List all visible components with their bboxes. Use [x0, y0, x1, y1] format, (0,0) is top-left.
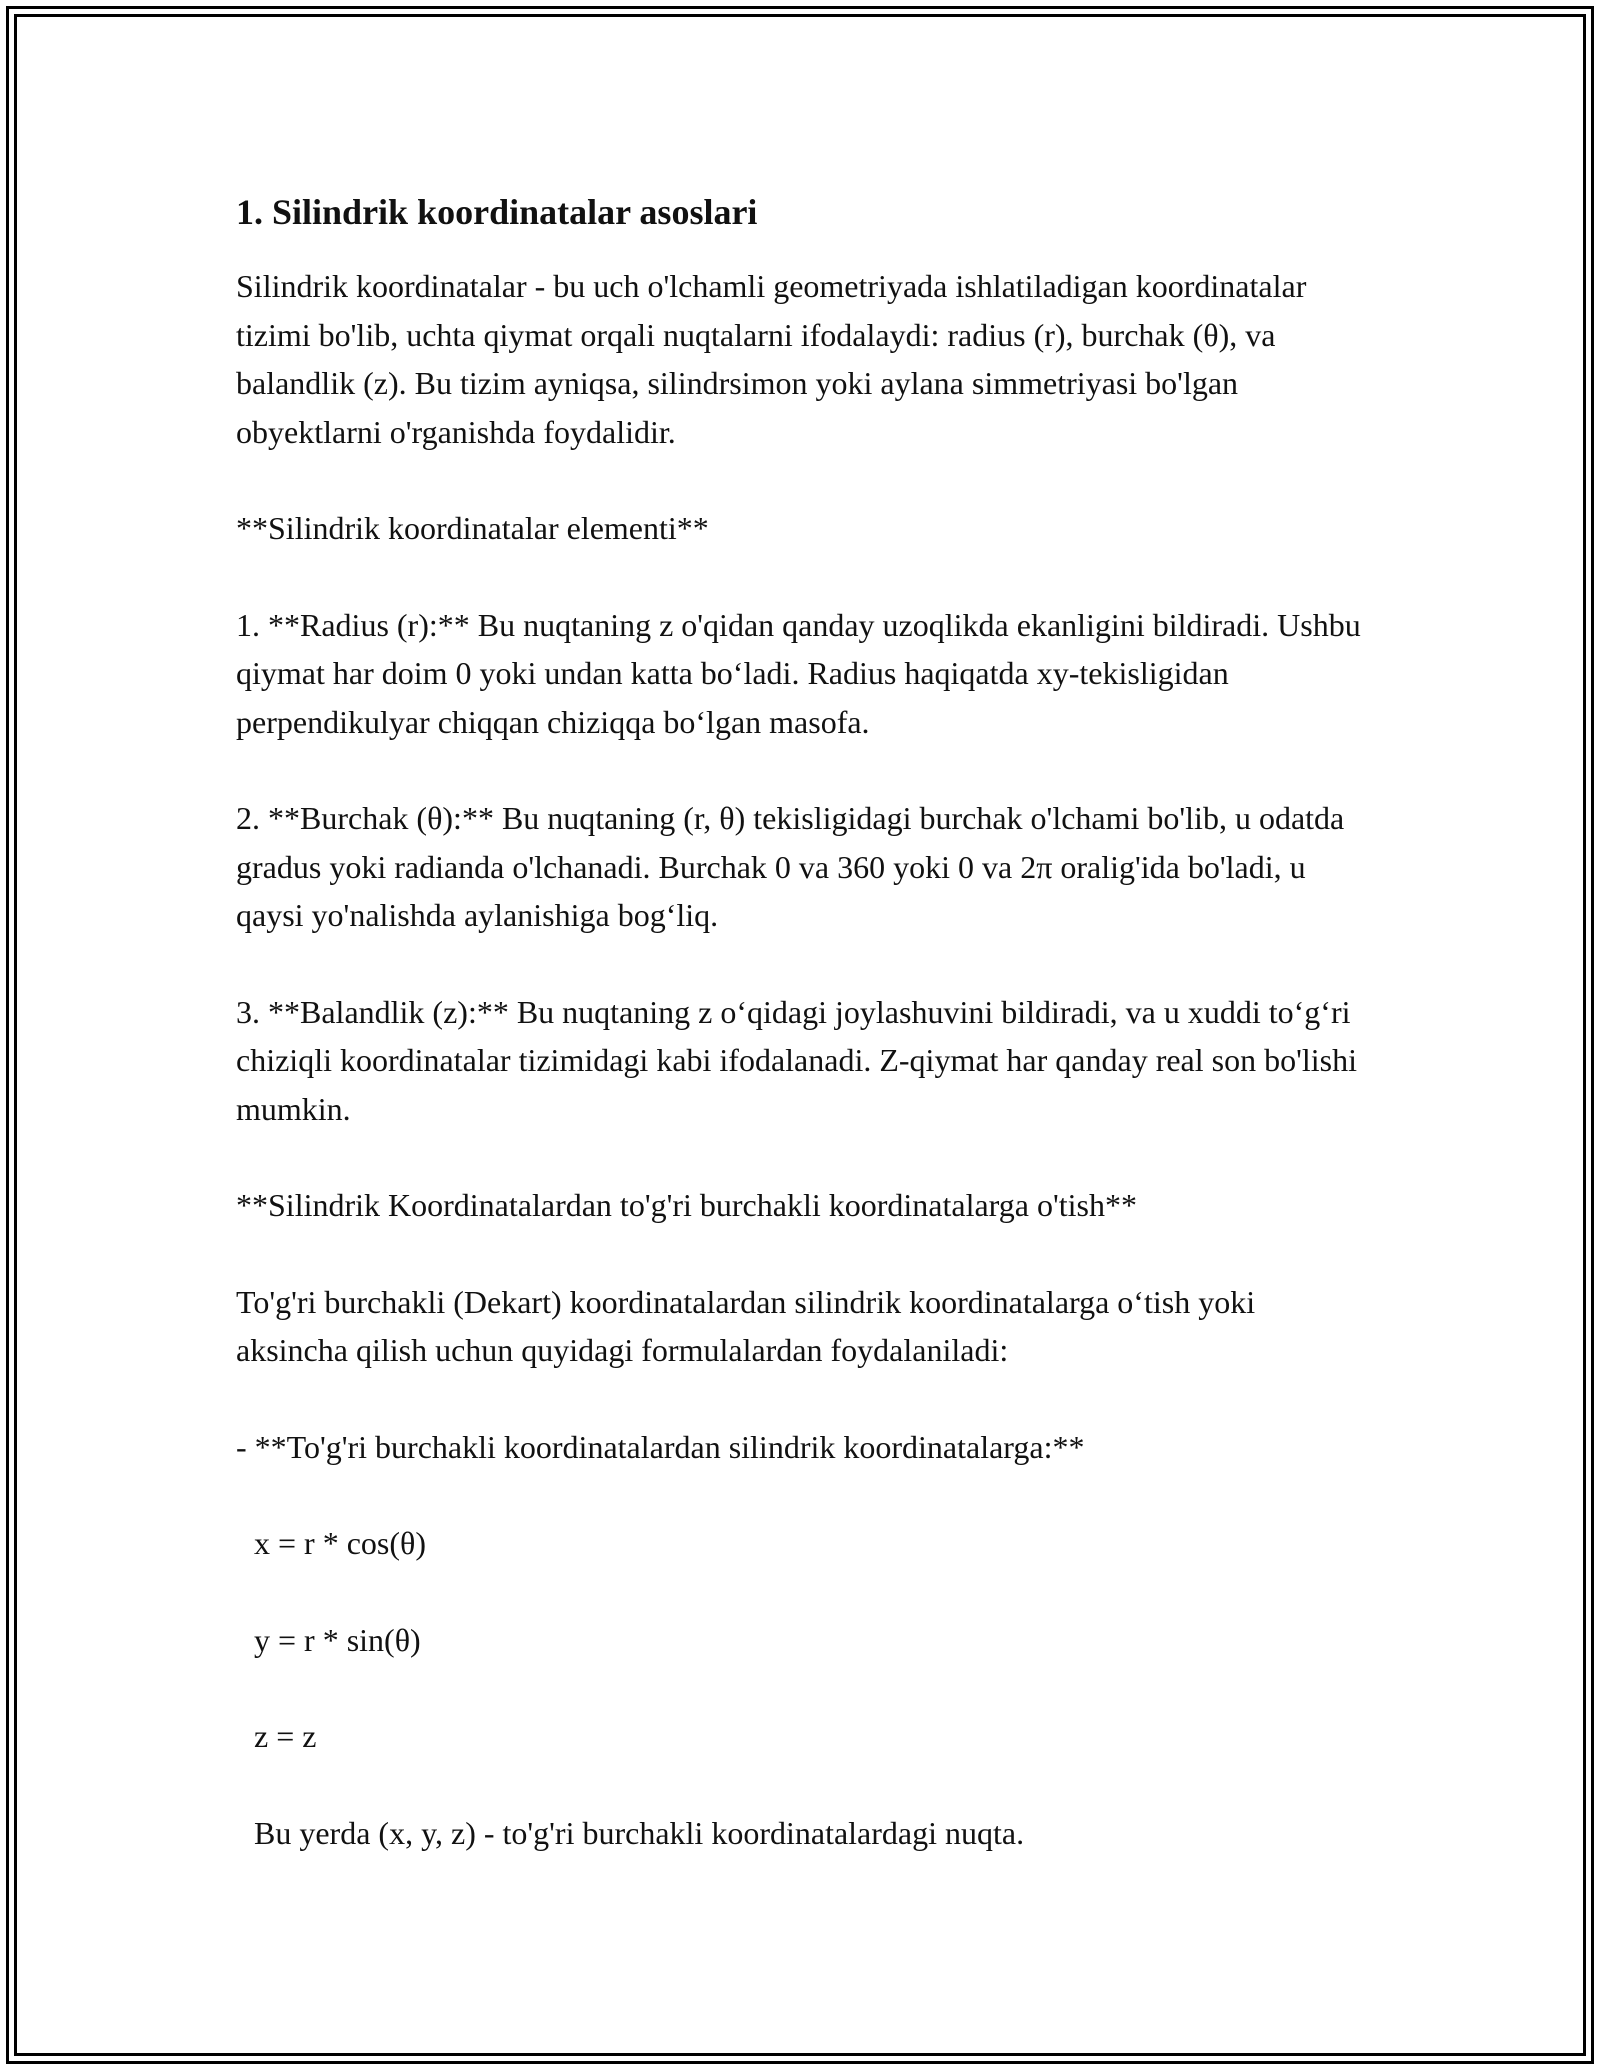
formula-x: x = r * cos(θ): [254, 1525, 426, 1561]
conversion-paragraph: To'g'ri burchakli (Dekart) koordinatalardan silindrik koordinatalarga o‘tish yoki aksincha qilish uchun quyidagi formulalardan foydalaniladi:: [236, 1283, 1256, 1368]
height-paragraph: 3. **Balandlik (z):** Bu nuqtaning z o‘qidagi joylashuvini bildiradi, va u xuddi to‘g‘ri chiziqli koordinatalar tizimidagi kabi ifodalanadi. Z-qiymat har qanday real son bo'lishi mumkin.: [236, 993, 1357, 1127]
formula-note: Bu yerda (x, y, z) - to'g'ri burchakli koordinatalardagi nuqta.: [254, 1814, 1025, 1851]
formula-y: y = r * sin(θ): [254, 1621, 421, 1658]
intro-paragraph: Silindrik koordinatalar - bu uch o'lchamli geometriyada ishlatiladigan koordinatalar tizimi bo'lib, uchta qiymat orqali nuqtalarni ifodalaydi: radius (r), burchak (θ), va balandlik (z). Bu tizim ayniqsa, silindrsimon yoki aylana simmetriyasi bo'lgan obyektlarni o'rganishda foydalidir.: [236, 268, 1307, 450]
conversion-heading: **Silindrik Koordinatalardan to'g'ri burchakli koordinatalarga o'tish**: [236, 1187, 1137, 1223]
elements-heading: **Silindrik koordinatalar elementi**: [236, 510, 709, 546]
radius-paragraph: 1. **Radius (r):** Bu nuqtaning z o'qidan qanday uzoqlikda ekanligini bildiradi. Ushbu qiymat har doim 0 yoki undan katta bo‘ladi. Radius haqiqatda xy-tekisligidan perpendikulyar chiqqan chiziqqa bo‘lgan masofa.: [236, 606, 1361, 740]
section-heading: 1. Silindrik koordinatalar asoslari: [236, 192, 758, 232]
conversion-list-item: - **To'g'ri burchakli koordinatalardan silindrik koordinatalarga:**: [236, 1428, 1085, 1465]
formula-z: z = z: [254, 1718, 317, 1754]
angle-paragraph: 2. **Burchak (θ):** Bu nuqtaning (r, θ) tekisligidagi burchak o'lchami bo'lib, u odatda gradus yoki radianda o'lchanadi. Burchak 0 va 360 yoki 0 va 2π oralig'ida bo'ladi, u qaysi yo'nalishda aylanishiga bog‘liq.: [236, 800, 1345, 933]
document-body: [236, 190, 1366, 1905]
